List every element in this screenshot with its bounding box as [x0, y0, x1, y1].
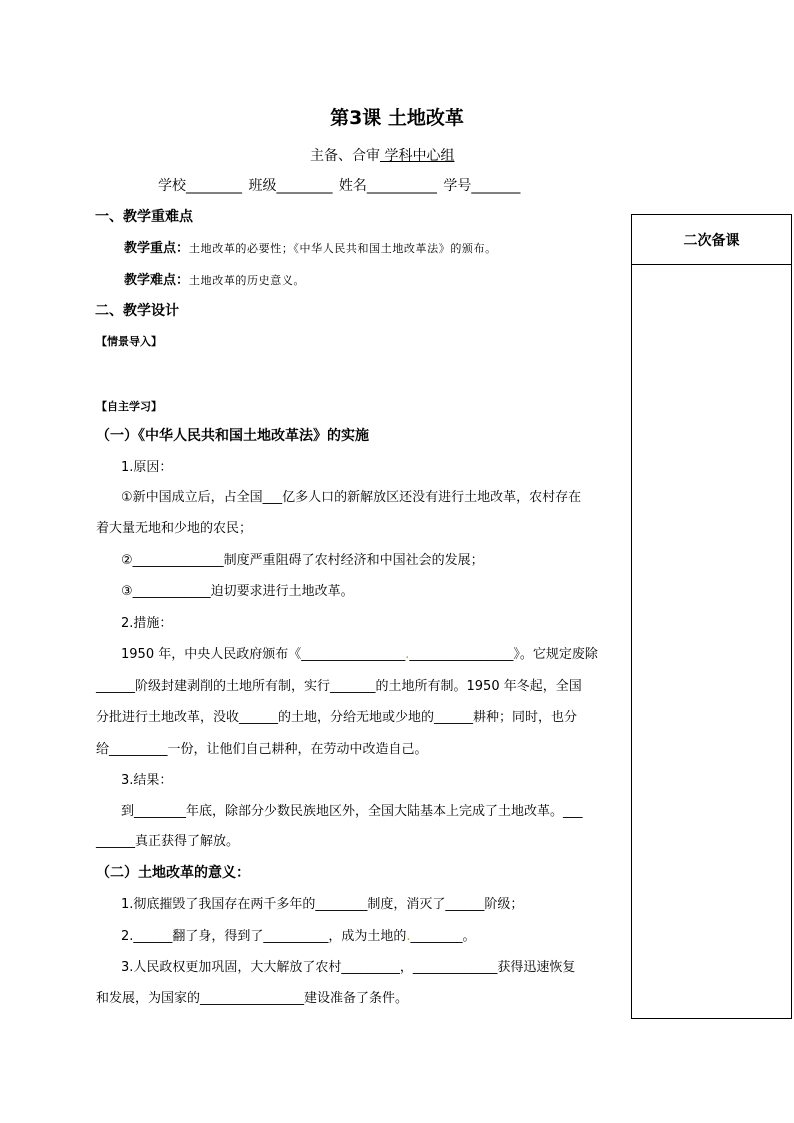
- measure-line-3: 分批进行土地改革，没收______的土地，分给无地或少地的______耕种；同时，也分: [96, 710, 578, 725]
- intro-tag: 【情景导入】: [96, 335, 162, 348]
- measure-line-1-b: ________________》。它规定废除: [409, 647, 598, 662]
- mark-dot: .: [406, 929, 411, 944]
- prep-group: 学科中心组: [380, 148, 455, 164]
- key-point-label: 教学重点：: [124, 241, 190, 256]
- cause-1-line-2: 着大量无地和少地的农民；: [96, 521, 253, 536]
- mark-dot: .: [405, 647, 410, 662]
- second-preparation-title: 二次备课: [632, 215, 791, 265]
- significance-3-line-1: 3.人民政权更加巩固，大大解放了农村_________，_____________获得迅速恢复: [121, 960, 576, 975]
- result-label: 3.结果：: [121, 773, 173, 788]
- key-point: [124, 237, 497, 256]
- difficult-point-text: 土地改革的历史意义。: [189, 274, 306, 287]
- measure-line-2: ______阶级封建剥削的土地所有制，实行_______的土地所有制。1950 年冬起，全国: [96, 679, 582, 694]
- section-1-heading: 一、教学重难点: [95, 209, 193, 225]
- significance-2-a: 2.______翻了身，得到了__________，成为土地的: [121, 929, 407, 944]
- cause-3: ③____________迫切要求进行土地改革。: [121, 584, 354, 599]
- significance-2: [121, 925, 476, 944]
- student-info-line: 学校________ 班级________ 姓名__________ 学号_______: [158, 178, 521, 194]
- cause-1-line-1: ①新中国成立后，占全国___亿多人口的新解放区还没有进行土地改革，农村存在: [121, 490, 582, 505]
- second-preparation-box: [631, 214, 792, 1019]
- measure-line-1-a: 1950 年，中央人民政府颁布《________________: [121, 647, 406, 662]
- part-1-title: （一）《中华人民共和国土地改革法》的实施: [96, 428, 369, 444]
- measure-label: 2.措施：: [121, 616, 173, 631]
- self-study-tag: 【自主学习】: [96, 400, 162, 413]
- measure-line-1: [121, 643, 598, 662]
- cause-2: ②______________制度严重阻碍了农村经济和中国社会的发展；: [121, 553, 484, 568]
- measure-line-4: 给_________一份，让他们自己耕种，在劳动中改造自己。: [96, 742, 428, 757]
- page-title: 第3课 土地改革: [330, 107, 464, 129]
- result-line-1: 到________年底，除部分少数民族地区外，全国大陆基本上完成了土地改革。___: [121, 804, 583, 819]
- key-point-text: 土地改革的必要性；《中华人民共和国土地改革法》的颁布。: [189, 242, 497, 255]
- prep-line: [310, 145, 454, 165]
- difficult-point-label: 教学难点：: [124, 273, 190, 288]
- significance-1: 1.彻底摧毁了我国存在两千多年的________制度，消灭了______阶级；: [121, 897, 524, 912]
- significance-3-line-2: 和发展，为国家的________________建设准备了条件。: [96, 991, 409, 1006]
- difficult-point: [124, 269, 305, 288]
- prep-label: 主备、合审: [310, 148, 380, 164]
- significance-2-b: ________。: [410, 929, 476, 944]
- result-line-2: ______真正获得了解放。: [96, 834, 240, 849]
- section-2-heading: 二、教学设计: [95, 303, 179, 319]
- cause-label: 1.原因：: [121, 460, 173, 475]
- part-2-title: （二）土地改革的意义：: [96, 865, 250, 881]
